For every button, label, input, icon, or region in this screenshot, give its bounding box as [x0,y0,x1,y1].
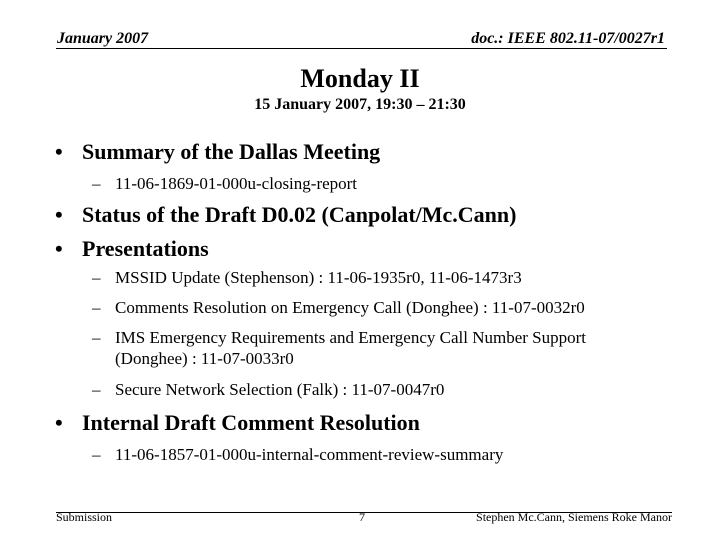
bullet-dot-icon: • [55,410,63,435]
bullet-dot-icon: • [55,202,63,227]
dash-icon: – [92,445,101,464]
footer-submission: Submission [56,510,113,524]
dash-icon: – [92,174,101,193]
bullet-summary: • Summary of the Dallas Meeting [55,139,381,164]
sub-item-mssid: – MSSID Update (Stephenson) : 11-06-1935r0, 11-06-1473r3 [92,268,522,287]
dash-icon: – [92,380,101,399]
dash-icon: – [92,298,101,317]
dash-icon: – [92,268,101,287]
header-date: January 2007 [57,30,149,47]
header-rule [56,48,667,49]
bullet-presentations: • Presentations [55,236,209,261]
sub-item-emergency-call: – Comments Resolution on Emergency Call (Donghee) : 11-07-0032r0 [92,298,585,317]
slide-subtitle: 15 January 2007, 19:30 – 21:30 [254,96,466,113]
sub-item-internal-review: – 11-06-1857-01-000u-internal-comment-review-summary [92,445,504,464]
sub-item-secure-network: – Secure Network Selection (Falk) : 11-07-0047r0 [92,380,445,399]
bullet-internal-draft: • Internal Draft Comment Resolution [55,410,420,435]
slide-title: Monday II [300,64,420,93]
bullet-dot-icon: • [55,139,63,164]
bullet-draft-status: • Status of the Draft D0.02 (Canpolat/Mc.Cann) [55,202,517,227]
footer-page-number: 7 [359,510,365,524]
sub-item-closing-report: – 11-06-1869-01-000u-closing-report [92,174,358,193]
bullet-dot-icon: • [55,236,63,261]
header-doc-id: doc.: IEEE 802.11-07/0027r1 [471,30,665,47]
footer-author: Stephen Mc.Cann, Siemens Roke Manor [476,510,672,524]
sub-item-ims-emergency: – IMS Emergency Requirements and Emergency Call Number Support (Donghee) : 11-07-0033r0 [92,328,587,368]
dash-icon: – [92,328,101,347]
